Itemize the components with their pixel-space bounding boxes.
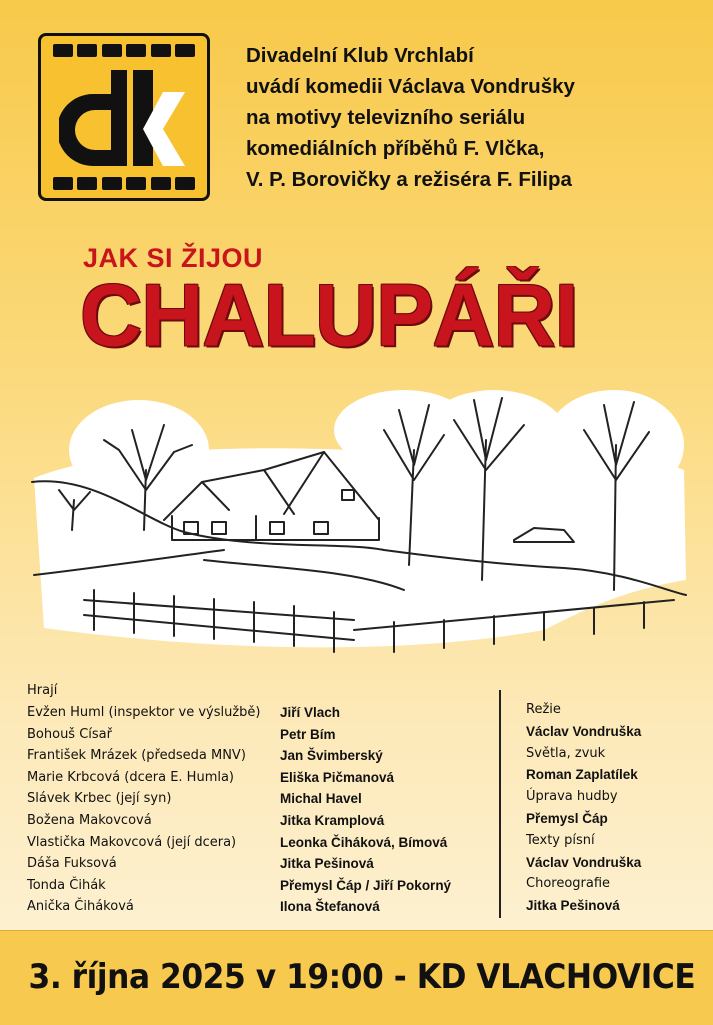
cast-role: Marie Krbcová (dcera E. Humla) [27, 769, 235, 785]
cast-role: Tonda Čihák [27, 877, 106, 893]
cast-actor: Michal Havel [280, 791, 362, 807]
cast-actor: Jitka Kramplová [280, 812, 385, 828]
cast-row [27, 702, 451, 724]
cast-row [27, 724, 451, 746]
event-date-venue: 3. října 2025 v 19:00 - KD VLACHOVICE [28, 957, 696, 997]
play-title: CHALUPÁŘI [80, 267, 578, 365]
cast-row [27, 832, 451, 854]
cast-actor: Leonka Čiháková, Bímová [280, 834, 448, 850]
cast-role: Slávek Krbec (její syn) [27, 791, 172, 807]
cast-actor: Přemysl Čáp / Jiří Pokorný [280, 877, 452, 893]
intro-line: na motivy televizního seriálu [246, 106, 526, 129]
crew-name: Roman Zaplatílek [526, 767, 638, 783]
crew-name: Václav Vondruška [526, 723, 642, 739]
cast-row [27, 896, 451, 918]
cast-label: Hrají [27, 683, 58, 698]
cast-actor: Eliška Pičmanová [280, 769, 395, 785]
intro-line: komediálních příběhů F. Vlčka, [246, 137, 545, 160]
crew-name: Jitka Pešinová [526, 898, 620, 914]
cast-role: Bohouš Císař [27, 726, 112, 742]
cottage-illustration [24, 390, 694, 670]
cast-role: Anička Čiháková [27, 899, 134, 915]
cast-role: Evžen Huml (inspektor ve výslužbě) [27, 705, 261, 720]
intro-line: uvádí komedii Václava Vondrušky [246, 75, 575, 98]
cast-role: Vlastička Makovcová (její dcera) [27, 834, 237, 850]
intro-text [246, 40, 696, 195]
dk-logo-mark [59, 70, 195, 166]
intro-line: V. P. Borovičky a režiséra F. Filipa [246, 168, 572, 191]
cast-row [27, 853, 451, 875]
cast-row [27, 810, 451, 832]
film-strip-bottom [53, 177, 195, 190]
crew-name: Václav Vondruška [526, 854, 642, 870]
event-footer [0, 930, 713, 1025]
crew-name: Přemysl Čáp [526, 810, 608, 826]
cast-role: Božena Makovcová [27, 812, 152, 828]
column-divider [499, 690, 501, 918]
cast-actor: Jitka Pešinová [280, 856, 374, 872]
crew-label: Režie [526, 702, 561, 717]
cast-role: František Mrázek (předseda MNV) [27, 748, 246, 764]
cast-actor: Jan Švimberský [280, 748, 383, 764]
crew-label: Úprava hudby [526, 789, 618, 805]
cast-row [27, 745, 451, 767]
cast-actor: Petr Bím [280, 726, 336, 742]
cast-row [27, 875, 451, 897]
play-subtitle: JAK SI ŽIJOU [83, 243, 264, 273]
crew-list [526, 699, 641, 917]
crew-label: Světla, zvuk [526, 745, 606, 761]
intro-line: Divadelní Klub Vrchlabí [246, 44, 474, 67]
cast-actor: Ilona Štefanová [280, 899, 380, 915]
cast-row [27, 767, 451, 789]
crew-label: Texty písní [526, 832, 595, 848]
cast-role: Dáša Fuksová [27, 856, 117, 872]
cast-actor: Jiří Vlach [280, 705, 341, 720]
crew-label: Choreografie [526, 876, 611, 892]
cast-row [27, 788, 451, 810]
dk-logo [38, 33, 210, 201]
cast-list [27, 680, 451, 918]
film-strip-top [53, 44, 195, 57]
